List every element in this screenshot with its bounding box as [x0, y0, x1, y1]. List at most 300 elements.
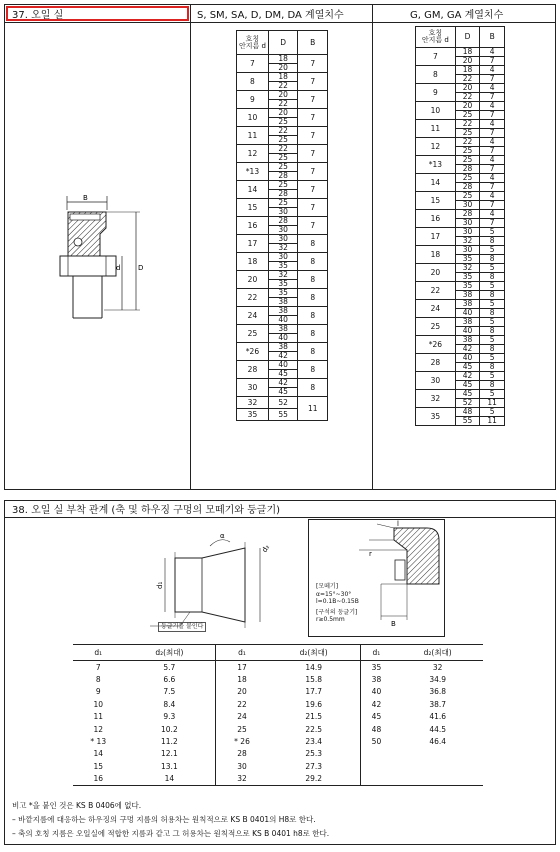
paired-value: 25 — [456, 156, 480, 165]
paired-value: 5 — [480, 264, 504, 273]
nominal-d-cell: 35 — [237, 409, 269, 421]
nominal-d-cell: 25 — [416, 318, 456, 336]
column-header: d₁ — [216, 645, 268, 661]
paired-value: 5 — [480, 246, 504, 255]
paired-value-cell — [480, 84, 505, 102]
nominal-d-cell: 10 — [237, 109, 269, 127]
paired-value-cell — [268, 199, 298, 217]
paired-value: 30 — [456, 246, 480, 255]
paired-value: 5 — [480, 390, 504, 399]
nominal-d-cell: 8 — [416, 66, 456, 84]
notes — [12, 799, 329, 841]
paired-value: 28 — [269, 217, 298, 226]
paired-value: 38 — [456, 336, 480, 345]
table-cell: 8.4 — [163, 699, 176, 709]
rd-title: [구석의 둥글기] — [316, 608, 358, 616]
nominal-d-cell: 32 — [416, 390, 456, 408]
paired-value-cell — [455, 318, 480, 336]
paired-value: 7 — [489, 74, 495, 83]
paired-value-cell — [480, 102, 505, 120]
paired-value-cell — [455, 102, 480, 120]
table-cell: 10.2 — [161, 724, 178, 734]
g-head-d: 호칭 안지름 d — [416, 27, 456, 48]
table-row — [416, 300, 505, 318]
table-cell: 6.6 — [163, 675, 176, 685]
g-dimension-table — [415, 26, 505, 426]
table-cell: * 26 — [216, 735, 268, 747]
paired-value-cell — [480, 336, 505, 354]
paired-value-cell — [455, 120, 480, 138]
table-cell: 29.2 — [305, 774, 323, 784]
table-row — [416, 264, 505, 282]
paired-value-cell — [480, 372, 505, 390]
table-row — [416, 390, 505, 408]
nominal-d-cell: 12 — [416, 138, 456, 156]
paired-value: 38 — [462, 290, 473, 299]
paired-value: 28 — [278, 171, 288, 180]
table-cell: 8 — [95, 675, 101, 685]
table-row — [237, 397, 328, 409]
paired-value: 38 — [269, 343, 298, 352]
paired-value-cell — [268, 343, 298, 361]
paired-value: 38 — [456, 300, 480, 309]
paired-value: 30 — [462, 218, 473, 227]
b-cell: 7 — [298, 91, 328, 109]
oil-seal-diagram — [40, 190, 160, 330]
paired-value-cell — [480, 300, 505, 318]
table-cell: 13.1 — [161, 761, 178, 771]
nominal-d-cell: 22 — [237, 289, 269, 307]
mo-alpha: α=15°~30° — [316, 590, 352, 598]
table-row — [416, 156, 505, 174]
nominal-d-cell: *26 — [416, 336, 456, 354]
table-cell: 14.9 — [305, 662, 323, 672]
paired-value-cell — [268, 55, 298, 73]
table-row — [416, 228, 505, 246]
note-1: – 바깥지름에 대응하는 하우징의 구멍 지름의 허용차는 원칙적으로 KS B 0401의 H8로 한다. — [12, 815, 316, 824]
paired-value: 4 — [480, 120, 504, 129]
b-cell: 8 — [298, 379, 328, 397]
paired-value-cell — [455, 354, 480, 372]
table-cell: 17 — [216, 661, 268, 674]
housing-r-label: r — [369, 550, 372, 558]
table-row — [73, 723, 483, 735]
sm-head-B: B — [298, 31, 328, 55]
table-cell: 22 — [216, 698, 268, 710]
paired-value-cell — [480, 120, 505, 138]
paired-value-cell — [455, 408, 480, 426]
table-row — [73, 735, 483, 747]
paired-value: 22 — [456, 120, 480, 129]
table-cell: 28 — [216, 748, 268, 760]
table-row — [73, 686, 483, 698]
paired-value: 32 — [278, 243, 288, 252]
table-cell: 44.5 — [429, 724, 447, 734]
paired-value-cell — [268, 181, 298, 199]
sm-series-title: S, SM, SA, D, DM, DA 계열치수 — [197, 10, 344, 21]
paired-value: 40 — [269, 361, 298, 370]
table-cell: 14 — [164, 774, 175, 784]
nominal-d-cell: 24 — [237, 307, 269, 325]
paired-value-cell — [455, 138, 480, 156]
paired-value: 7 — [489, 164, 495, 173]
b-cell: 8 — [298, 343, 328, 361]
g-head-D: D — [455, 27, 480, 48]
table-cell — [392, 748, 483, 760]
table-row — [73, 760, 483, 772]
table-cell: 7.5 — [163, 687, 176, 697]
paired-value-cell — [480, 210, 505, 228]
nominal-d-cell: 20 — [237, 271, 269, 289]
column-header: d₁ — [360, 645, 392, 661]
paired-value: 32 — [462, 236, 473, 245]
paired-value: 4 — [480, 84, 504, 93]
table-cell: 9 — [95, 687, 101, 697]
paired-value: 45 — [462, 380, 473, 389]
paired-value-cell — [480, 354, 505, 372]
highlight-box — [6, 6, 189, 21]
paired-value-cell — [480, 48, 505, 66]
alpha-label: α — [220, 532, 225, 540]
paired-value: 45 — [462, 362, 473, 371]
paired-value: 22 — [462, 92, 473, 101]
table-cell: 16 — [93, 774, 104, 784]
nominal-d-cell: 25 — [237, 325, 269, 343]
paired-value-cell — [268, 235, 298, 253]
nominal-d-cell: 7 — [237, 55, 269, 73]
table-cell — [392, 773, 483, 786]
paired-value: 35 — [269, 289, 298, 298]
paired-value-cell — [480, 66, 505, 84]
paired-value: 25 — [278, 153, 288, 162]
paired-value-cell — [268, 325, 298, 343]
paired-value-cell — [455, 156, 480, 174]
paired-value: 22 — [269, 127, 298, 136]
column-header: d₂(최대) — [124, 645, 216, 661]
nominal-d-cell: 9 — [237, 91, 269, 109]
paired-value: 8 — [489, 236, 495, 245]
paired-value: 30 — [462, 200, 473, 209]
paired-value: 35 — [462, 272, 473, 281]
paired-value-cell — [268, 145, 298, 163]
table-row — [237, 55, 328, 73]
paired-value-cell — [480, 246, 505, 264]
nominal-d-cell: 11 — [416, 120, 456, 138]
paired-value: 40 — [278, 333, 288, 342]
paired-value: 28 — [462, 182, 473, 191]
table-row — [237, 217, 328, 235]
paired-value: 30 — [278, 225, 288, 234]
paired-value: 38 — [269, 325, 298, 334]
paired-value: 42 — [269, 379, 298, 388]
paired-value: 7 — [489, 182, 495, 191]
paired-value-cell — [268, 361, 298, 379]
paired-value-cell — [480, 228, 505, 246]
column-header: d₁ — [73, 645, 124, 661]
table-row — [237, 235, 328, 253]
table-row — [416, 282, 505, 300]
paired-value: 20 — [456, 102, 480, 111]
table-row — [416, 102, 505, 120]
table-row — [237, 181, 328, 199]
paired-value-cell — [455, 174, 480, 192]
paired-value: 18 — [269, 73, 298, 82]
paired-value: 8 — [489, 308, 495, 317]
nominal-d-cell: 8 — [237, 73, 269, 91]
table-cell: 15.8 — [305, 675, 323, 685]
table-cell: 22.5 — [305, 724, 323, 734]
paired-value: 22 — [269, 145, 298, 154]
sm-head-D: D — [268, 31, 298, 55]
paired-value-cell — [455, 264, 480, 282]
nominal-d-cell: *26 — [237, 343, 269, 361]
paired-value: 40 — [462, 308, 473, 317]
table-cell: 25 — [216, 723, 268, 735]
paired-value: 22 — [278, 99, 288, 108]
table-row — [73, 698, 483, 710]
paired-value: 25 — [278, 117, 288, 126]
paired-value-cell — [455, 372, 480, 390]
nominal-d-cell: 18 — [237, 253, 269, 271]
paired-value: 35 — [278, 261, 288, 270]
paired-value: 7 — [489, 218, 495, 227]
table-cell: 10 — [93, 699, 104, 709]
nominal-d-cell: 11 — [237, 127, 269, 145]
paired-value: 25 — [269, 199, 298, 208]
housing-legend — [316, 583, 359, 624]
paired-value: 55 — [462, 416, 473, 425]
table-cell: 11 — [93, 712, 104, 722]
paired-value: 4 — [480, 174, 504, 183]
paired-value: 20 — [269, 91, 298, 100]
nominal-d-cell: 30 — [416, 372, 456, 390]
paired-value-cell — [455, 336, 480, 354]
table-row — [237, 73, 328, 91]
nominal-d-cell: 17 — [237, 235, 269, 253]
paired-value-cell — [268, 379, 298, 397]
table-row — [73, 711, 483, 723]
table-row — [73, 673, 483, 685]
paired-value: 7 — [489, 56, 495, 65]
paired-value: 8 — [489, 272, 495, 281]
nominal-d-cell: 7 — [416, 48, 456, 66]
table-row — [237, 271, 328, 289]
nominal-d-cell: 17 — [416, 228, 456, 246]
b-cell: 8 — [298, 361, 328, 379]
b-cell: 7 — [298, 217, 328, 235]
paired-value: 40 — [456, 354, 480, 363]
table-cell: 14 — [93, 749, 104, 759]
d1-label: d₁ — [156, 581, 164, 589]
paired-value: 5 — [480, 300, 504, 309]
nominal-d-cell: 18 — [416, 246, 456, 264]
title-divider — [4, 22, 556, 23]
section-38-divider — [4, 517, 556, 518]
paired-value: 5 — [480, 318, 504, 327]
table-cell — [360, 748, 392, 760]
nominal-d-cell: 16 — [237, 217, 269, 235]
nominal-d-cell: 9 — [416, 84, 456, 102]
paired-value: 7 — [489, 146, 495, 155]
nominal-d-cell: 30 — [237, 379, 269, 397]
table-cell: 46.4 — [429, 737, 447, 747]
paired-value: 8 — [489, 254, 495, 263]
nominal-d-cell: 32 — [237, 397, 269, 409]
table-row — [237, 379, 328, 397]
paired-value-cell — [268, 127, 298, 145]
table-row — [73, 773, 483, 786]
table-row — [416, 48, 505, 66]
table-cell: 36.8 — [429, 687, 447, 697]
paired-value: 11 — [487, 416, 497, 425]
nominal-d-cell: 24 — [416, 300, 456, 318]
paired-value: 18 — [269, 55, 298, 64]
outer-d-cell: 55 — [268, 409, 298, 421]
column-header: d₂(최대) — [392, 645, 483, 661]
b-cell: 8 — [298, 325, 328, 343]
table-row — [237, 91, 328, 109]
paired-value: 5 — [480, 354, 504, 363]
paired-value: 42 — [456, 372, 480, 381]
table-row — [416, 336, 505, 354]
nominal-d-cell: 20 — [416, 264, 456, 282]
nominal-d-cell: 14 — [237, 181, 269, 199]
chamfer-note: 둥글기를 붙인다 — [158, 622, 206, 632]
paired-value: 25 — [278, 135, 288, 144]
paired-value: 25 — [269, 181, 298, 190]
paired-value-cell — [455, 300, 480, 318]
paired-value: 35 — [462, 254, 473, 263]
paired-value-cell — [268, 271, 298, 289]
nominal-d-cell: 16 — [416, 210, 456, 228]
paired-value: 4 — [480, 48, 504, 57]
table-row — [416, 408, 505, 426]
g-head-B: B — [480, 27, 505, 48]
table-cell: 35 — [360, 661, 392, 674]
column-header: d₂(최대) — [268, 645, 360, 661]
g-series-title: G, GM, GA 계열치수 — [410, 10, 504, 21]
table-row — [237, 325, 328, 343]
paired-value: 4 — [480, 102, 504, 111]
table-row — [237, 289, 328, 307]
rd-r: r≥0.5mm — [316, 616, 345, 623]
paired-value: 4 — [480, 66, 504, 75]
nominal-d-cell: 22 — [416, 282, 456, 300]
table-row — [237, 307, 328, 325]
paired-value: 5 — [480, 336, 504, 345]
section-37-title: 37. 오일 실 — [12, 10, 64, 21]
table-cell: 42 — [360, 698, 392, 710]
b-cell: 7 — [298, 109, 328, 127]
paired-value: 35 — [278, 279, 288, 288]
dia-b-label: B — [83, 194, 88, 202]
paired-value: 7 — [489, 200, 495, 209]
table-row — [237, 163, 328, 181]
table-cell: 50 — [360, 735, 392, 747]
table-row — [416, 138, 505, 156]
paired-value-cell — [455, 282, 480, 300]
table-row — [416, 174, 505, 192]
paired-value: 8 — [489, 344, 495, 353]
paired-value-cell — [455, 390, 480, 408]
b-cell: 7 — [298, 127, 328, 145]
table-cell: 38 — [360, 673, 392, 685]
paired-value-cell — [268, 307, 298, 325]
table-row — [237, 343, 328, 361]
table-cell: 32 — [432, 662, 443, 672]
b-cell: 8 — [298, 253, 328, 271]
table-cell: 34.9 — [429, 675, 447, 685]
table-row — [73, 661, 483, 674]
paired-value: 28 — [462, 164, 473, 173]
d2-label: d₂ — [260, 543, 272, 554]
paired-value: 8 — [489, 326, 495, 335]
table-cell: 18 — [216, 673, 268, 685]
table-cell: 9.3 — [163, 712, 176, 722]
paired-value: 8 — [489, 290, 495, 299]
table-cell — [392, 760, 483, 772]
table-cell: 32 — [216, 773, 268, 786]
paired-value: 38 — [269, 307, 298, 316]
paired-value: 22 — [278, 81, 288, 90]
paired-value: 22 — [462, 74, 473, 83]
paired-value: 25 — [456, 174, 480, 183]
b-cell: 7 — [298, 181, 328, 199]
dia-D-label: D — [138, 264, 144, 272]
b-cell: 8 — [298, 235, 328, 253]
paired-value: 42 — [278, 351, 288, 360]
table-cell — [360, 773, 392, 786]
outer-d-cell: 52 — [268, 397, 298, 409]
b-cell: 7 — [298, 73, 328, 91]
nominal-d-cell: *13 — [416, 156, 456, 174]
paired-value-cell — [480, 138, 505, 156]
table-row — [237, 109, 328, 127]
paired-value-cell — [268, 253, 298, 271]
paired-value: 32 — [456, 264, 480, 273]
paired-value: 22 — [456, 138, 480, 147]
note-2: – 축의 호칭 지름은 오일실에 적합한 지름과 같고 그 허용차는 원칙적으로 KS B 0401 h8로 한다. — [12, 829, 330, 838]
paired-value-cell — [455, 48, 480, 66]
nominal-d-cell: *13 — [237, 163, 269, 181]
sm-head-d: 호칭 안지름 d — [237, 31, 269, 55]
table-row — [237, 199, 328, 217]
table-row — [416, 318, 505, 336]
nominal-d-cell: 35 — [416, 408, 456, 426]
paired-value-cell — [480, 390, 505, 408]
housing-l-label: l — [397, 520, 399, 528]
table-row — [416, 120, 505, 138]
table-cell: 27.3 — [305, 761, 323, 771]
paired-value: 40 — [462, 326, 473, 335]
paired-value: 5 — [480, 228, 504, 237]
paired-value: 4 — [480, 192, 504, 201]
b-cell: 7 — [298, 55, 328, 73]
paired-value: 4 — [480, 138, 504, 147]
table-cell: 23.4 — [305, 737, 323, 747]
paired-value: 30 — [269, 253, 298, 262]
paired-value: 25 — [462, 128, 473, 137]
paired-value: 35 — [456, 282, 480, 291]
table-row — [416, 246, 505, 264]
table-row — [237, 253, 328, 271]
table-row — [416, 84, 505, 102]
nominal-d-cell: 10 — [416, 102, 456, 120]
paired-value: 25 — [462, 146, 473, 155]
table-row — [416, 354, 505, 372]
table-cell: 7 — [95, 662, 101, 672]
table-cell: 5.7 — [163, 662, 176, 672]
